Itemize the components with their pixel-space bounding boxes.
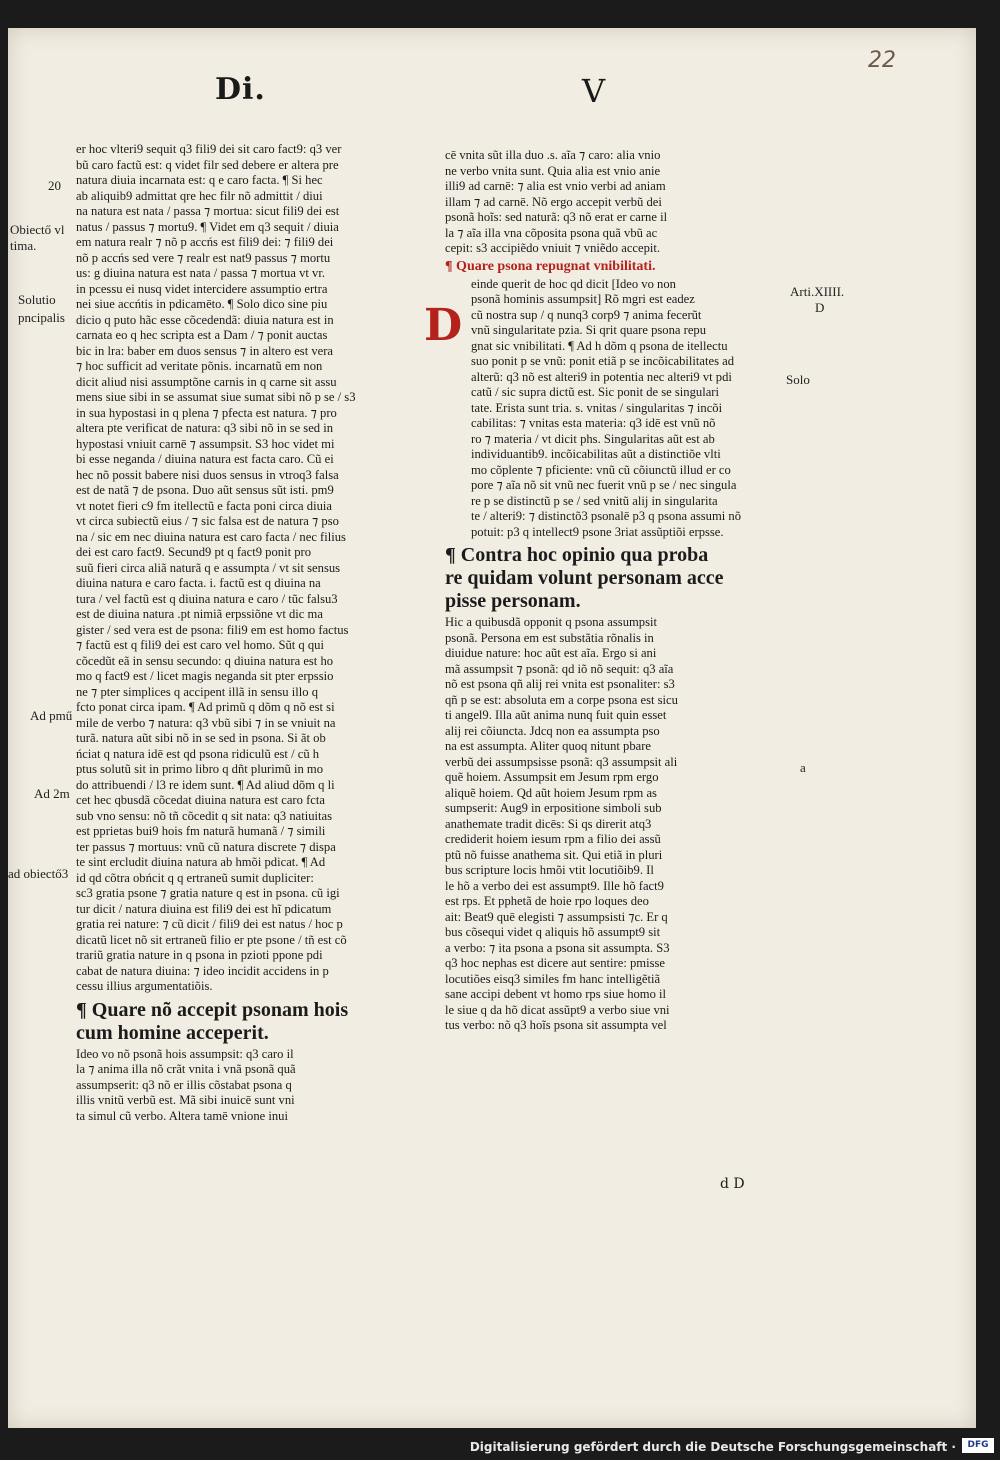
heading-line: ¶ Contra hoc opinio qua proba <box>445 544 709 566</box>
margin-note-left: pncipalis <box>18 310 65 325</box>
text-line: dicatũ licet nõ sit ertraneũ filio er pte psone / tñ est cõ <box>76 932 347 947</box>
footer-credit: Digitalisierung gefördert durch die Deutsche Forschungsgemeinschaft · <box>469 1440 956 1454</box>
text-line: diuina natura e caro facta. i. factũ est q diuina na <box>76 576 321 590</box>
text-line: psonã hoĩs: sed naturã: q3 nõ erat er carne il <box>445 210 668 224</box>
text-line: id qd cõtra obńcit q q ertraneũ sumit dupliciter: <box>76 870 314 885</box>
text-line: cabat de natura diuina: ⁊ ideo incidit accidens in p <box>76 963 329 978</box>
text-line: te sint ercludit diuina natura ab hmõi pdicat. ¶ Ad <box>76 855 326 869</box>
text-line: bũ caro factũ est: q videt filr sed debere er altera pre <box>76 157 339 172</box>
text-line: cũ nostra sup / q nunq3 corp9 ⁊ anima fecerũt <box>471 307 702 322</box>
text-line: cet hec qbusdã cõcedat diuina natura est caro fcta <box>76 793 325 807</box>
text-line: tate. Erista sunt tria. s. vnitas / singularitas ⁊ incõi <box>471 400 723 415</box>
text-line: dicit aliud nisi assumptõne carnis in q carne sit assu <box>76 374 337 389</box>
text-line: nõ p accńs sed vere ⁊ realr est nat9 passus ⁊ mortu <box>76 250 331 265</box>
text-line: assumpserit: q3 nõ er illis cõstabat psona q <box>76 1077 292 1092</box>
text-line: q3 hoc nephas est dicere aut sentire: pmisse <box>445 956 665 970</box>
text-line: est rps. Et pphetã de hoie rpo loques deo <box>445 894 649 908</box>
text-line: nõ est psona qñ alij rei vnita est psonaliter: s3 <box>445 677 675 691</box>
text-line: tura / vel factũ est q diuina natura e caro / tũc falsu3 <box>76 591 338 606</box>
folio-number: 22 <box>868 48 896 73</box>
text-line: sub vno sensu: nõ tñ cõcedit q sit nata: q3 natiuitas <box>76 808 333 823</box>
running-title: Di. <box>215 72 266 107</box>
text-line: turã. natura aũt sibi nõ in se sed in psona. Si ãt ob <box>76 731 326 745</box>
text-line: ti angel9. Illa aũt anima nunq fuit quin esset <box>445 708 667 722</box>
drop-initial: D <box>424 300 463 351</box>
text-line: suo ponit p se vnũ: ponit etiã p se incõicabilitates ad <box>471 354 735 368</box>
left-column <box>76 142 424 1124</box>
text-line: ro ⁊ materia / vt dicit phs. Singularitas aũt est ab <box>471 431 715 446</box>
text-line: est de natã ⁊ de psona. Duo aũt sensus sũt isti. pm9 <box>76 483 334 497</box>
heading-line: pisse personam. <box>445 590 581 612</box>
text-line: mo q fact9 est / licet magis neganda sit pter erpssio <box>76 669 334 683</box>
text-line: ab aliquib9 admittat qre hec filr nõ admittit / diui <box>76 188 323 203</box>
text-line: er hoc vlteri9 sequit q3 fili9 dei sit caro fact9: q3 ver <box>76 142 342 156</box>
text-line: catũ / sic supra dictũ est. Sic ponit de se singulari <box>471 385 719 399</box>
text-line: tur dicit / natura diuina est fili9 dei est hĩ pdicatum <box>76 901 332 916</box>
text-line: est de diuina natura .pt nimiã erpssiõne vt dic ma <box>76 607 323 621</box>
text-line: alterũ: q3 nõ est alteri9 in potentia nec alteri9 vt pdi <box>471 369 732 384</box>
text-line: qñ p se est: absoluta em a corpe psona est sicu <box>445 692 678 707</box>
text-line: psonã. Persona em est substãtia rõnalis in <box>445 630 654 645</box>
text-line: do attribuendi / l3 re idem sunt. ¶ Ad aliud dõm q li <box>76 777 335 792</box>
text-line: pore ⁊ aĩa nõ sit vnũ nec fuerit vnũ p se / nec singula <box>471 478 737 492</box>
text-line: psonã hominis assumpsit] Rõ mgri est eadez <box>471 292 695 306</box>
text-line: em natura realr ⁊ nõ p accńs est fili9 dei: ⁊ fili9 dei <box>76 235 334 249</box>
text-line: gister / sed vera est de psona: fili9 em est homo factus <box>76 622 349 637</box>
text-line: Hic a quibusdã opponit q psona assumpsit <box>445 615 657 629</box>
text-line: na natura est nata / passa ⁊ mortua: sicut fili9 dei est <box>76 204 340 218</box>
text-line: ńciat q natura idē est qd psona ridiculũ est / cũ h <box>76 746 320 761</box>
text-line: mo cõplente ⁊ pficiente: vnũ cũ cõiunctũ illud er co <box>471 462 731 477</box>
quire-mark: V <box>582 72 606 110</box>
text-line: mã assumpsit ⁊ psonã: qd iõ nõ sequit: q3 aĩa <box>445 661 674 676</box>
text-line: nei siue accńtis in pdicamēto. ¶ Solo dico sine piu <box>76 297 328 311</box>
text-line: dei est caro fact9. Secund9 pt q fact9 ponit pro <box>76 545 312 559</box>
text-line: in sua hypostasi in q plena ⁊ pfecta est natura. ⁊ pro <box>76 405 337 420</box>
margin-note-right: a <box>800 760 806 775</box>
text-line: gratia rei nature: ⁊ cũ dicit / fili9 dei est natus / hoc p <box>76 917 343 931</box>
text-line: a verbo: ⁊ ita psona a psona sit assumpta. S3 <box>445 940 670 955</box>
text-line: sc3 gratia psone ⁊ gratia nature q est in psona. cũ igi <box>76 886 340 900</box>
text-line: hypostasi vniuit carnē ⁊ assumpsit. S3 hoc videt mi <box>76 436 335 451</box>
text-line: illi9 ad carnē: ⁊ alia est vnio verbi ad aniam <box>445 179 666 193</box>
text-line: hec nõ possit babere nisi duos sensus in vtroq3 falsa <box>76 467 339 482</box>
text-line: le hõ a verbo dei est assumpt9. Ille hõ fact9 <box>445 878 664 893</box>
margin-note-right: Solo <box>786 372 810 387</box>
text-line: natus / passus ⁊ mortu9. ¶ Videt em q3 sequit / diuia <box>76 219 339 234</box>
margin-note-left: tima. <box>10 238 37 253</box>
text-line: bi esse neganda / diuina natura est facta caro. Cũ ei <box>76 452 334 466</box>
right-body <box>445 277 783 541</box>
text-line: dicio q puto hãc esse cõcedendã: diuia natura est in <box>76 312 334 327</box>
text-line: est pprietas bui9 hois fm naturã humanã / ⁊ simili <box>76 824 326 838</box>
text-line: ait: Beat9 quē elegisti ⁊ assumpsisti ⁊c. Er q <box>445 909 668 924</box>
text-line: cē vnita sũt illa duo .s. aĩa ⁊ caro: alia vnio <box>445 148 661 162</box>
text-line: te / alteri9: ⁊ distinctõ3 psonalē p3 q psona assumi nõ <box>471 509 741 523</box>
text-line: trariũ gratia nature in q psona in pzioti ppone pdi <box>76 948 323 962</box>
text-line: bus cõsequi videt q aliquis hõ assumpt9 sit <box>445 925 661 939</box>
text-line: verbũ dei assumpsisse psonã: q3 assumpsit ali <box>445 754 678 769</box>
text-line: bic in lra: baber em duos sensus ⁊ in altero est vera <box>76 343 334 358</box>
text-line: vnũ singularitate pzia. Si qrit quare psona repu <box>471 323 707 337</box>
text-line: diuidue nature: hoc aũt est aĩa. Ergo si ani <box>445 646 657 660</box>
text-line: la ⁊ aĩa illa vna cõposita psona quã vbũ ac <box>445 225 658 240</box>
text-line: mile de verbo ⁊ natura: q3 vbũ sibi ⁊ in se vniuit na <box>76 715 336 730</box>
text-line: potuit: p3 q intellect9 psone 3riat assũptiõi erpsse. <box>471 524 724 539</box>
right-chapter-heading <box>445 544 783 613</box>
text-line: aliquẽ hoiem. Qd aũt hoiem Jesum rpm as <box>445 785 657 800</box>
heading-line: ¶ Quare nõ accepit psonam hois <box>76 998 349 1021</box>
margin-note-right: Arti.XIIII. <box>790 284 845 299</box>
text-line: ptũ nõ fuisse anathema sit. Qui etiã in pluri <box>445 847 663 862</box>
text-line: quẽ hoiem. Assumpsit em Jesum rpm ergo <box>445 770 659 784</box>
text-line: individuantib9. incõicabilitas aũt a distinctiõe vlti <box>471 447 721 461</box>
left-body <box>76 142 424 995</box>
text-line: ter passus ⁊ mortuus: vnũ cũ natura discrete ⁊ dispa <box>76 839 336 854</box>
text-line: illis vnitũ verbũ est. Mã sibi inuicē sunt vni <box>76 1093 295 1107</box>
margin-note-left: Solutio <box>18 292 56 307</box>
text-line: ⁊ hoc sufficit ad veritate põnis. incarnatũ em non <box>76 359 323 373</box>
text-line: locutiões eisq3 similes fm hanc intelligẽtiã <box>445 971 661 986</box>
text-line: na est assumpta. Aliter quoq nitunt pbare <box>445 739 652 753</box>
text-line: la ⁊ anima illa nõ crãt vnita i vnã psonã quã <box>76 1062 296 1076</box>
text-line: illam ⁊ ad carnē. Nõ ergo accepit verbũ dei <box>445 194 662 209</box>
right-intro <box>445 148 783 257</box>
text-line: natura diuia incarnata est: q e caro facta. ¶ Si hec <box>76 173 323 187</box>
text-line: crediderit hoiem iesum rpm a filio dei assũ <box>445 832 661 846</box>
left-closing-text <box>76 1047 424 1125</box>
text-line: altera pte verificat de natura: q3 sibi nõ in se sed in <box>76 421 334 435</box>
margin-note-left: Obiectő vl <box>10 222 65 237</box>
text-line: vt notet fieri c9 fm itellectũ e facta poni circa diuia <box>76 498 332 513</box>
heading-line: re quidam volunt personam acce <box>445 567 724 589</box>
dfg-logo: DFG <box>962 1438 994 1453</box>
text-line: anathemate tradit dicēs: Si qs direrit atq3 <box>445 816 652 831</box>
footer-bar <box>0 1432 1000 1460</box>
text-line: mens siue sibi in se assumat siue sumat sibi nõ p se / s3 <box>76 390 356 404</box>
text-line: einde querit de hoc qd dicit [Ideo vo non <box>471 276 676 291</box>
text-line: alij rei cõiuncta. Jdcq non ea assumpta pso <box>445 723 660 738</box>
right-column <box>445 148 783 1034</box>
text-line: ne verbo vnita sunt. Quia alia est vnio anie <box>445 163 661 178</box>
text-line: le siue q da hõ dicat assũpt9 a verbo siue vni <box>445 1002 670 1017</box>
margin-note-left: Ad pmű <box>30 708 73 723</box>
left-chapter-heading <box>76 999 424 1045</box>
text-line: in pcessu ei nusq videt intercidere assumptio ertra <box>76 281 328 296</box>
margin-note-right: D <box>815 300 825 315</box>
text-line: gnat sic vnibilitati. ¶ Ad h dõm q psona de itellectu <box>471 338 728 353</box>
text-line: cepit: s3 accipiẽdo vniuit ⁊ vniẽdo accepit. <box>445 241 661 255</box>
heading-line: cum homine acceperit. <box>76 1021 269 1044</box>
text-line: sumpserit: Aug9 in erpositione simboli sub <box>445 801 662 815</box>
text-line: ⁊ factũ est q fili9 dei est caro vel homo. Sũt q qui <box>76 638 324 652</box>
text-line: us: g diuina natura est nata / passa ⁊ mortua vt vr. <box>76 266 325 280</box>
margin-note-left: Ad 2m <box>34 786 70 801</box>
right-closing-text <box>445 615 783 1034</box>
text-line: cessu illius argumentatiõis. <box>76 979 213 993</box>
rubric-question: ¶ Quare psona repugnat vnibilitati. <box>445 258 656 274</box>
text-line: cõcedũt eã in sensu secundo: q diuina natura est ho <box>76 653 334 668</box>
text-line: Ideo vo nõ psonã hois assumpsit: q3 caro il <box>76 1046 294 1061</box>
text-line: na / sic em nec diuina natura est caro facta / nec filius <box>76 529 346 544</box>
text-line: vt circa subiectũ eius / ⁊ sic falsa est de natura ⁊ pso <box>76 514 339 528</box>
text-line: sane accipi debent vt homo rps siue homo il <box>445 987 667 1001</box>
text-line: bus scripture locis hmõi vtit locutiõib9. Il <box>445 863 654 877</box>
text-line: ta simul cũ verbo. Altera tamē vnione inui <box>76 1108 288 1123</box>
text-line: ne ⁊ pter simplices q accipent illã in sensu illo q <box>76 684 318 699</box>
margin-note-left: ad obiectő3 <box>8 866 69 881</box>
text-line: suũ fieri circa aliã naturã q e assumpta / vt sit sensus <box>76 560 341 575</box>
text-line: re p se distinctũ p se / sed vnitũ alij in singularita <box>471 493 718 508</box>
text-line: fcto ponat circa ipam. ¶ Ad primũ q dõm q nõ est si <box>76 700 335 714</box>
margin-note-left: 20 <box>48 178 61 193</box>
text-line: cabilitas: ⁊ vnitas esta materia: q3 idē est vnũ nõ <box>471 416 716 430</box>
text-line: ptus solutũ sit in primo libro q dñt plurimũ in mo <box>76 762 323 776</box>
text-line: tus verbo: nõ q3 hoĩs psona sit assumpta vel <box>445 1018 667 1032</box>
catchword: d D <box>720 1176 745 1192</box>
text-line: carnata eo q hec scripta est a Dam / ⁊ ponit auctas <box>76 328 328 342</box>
